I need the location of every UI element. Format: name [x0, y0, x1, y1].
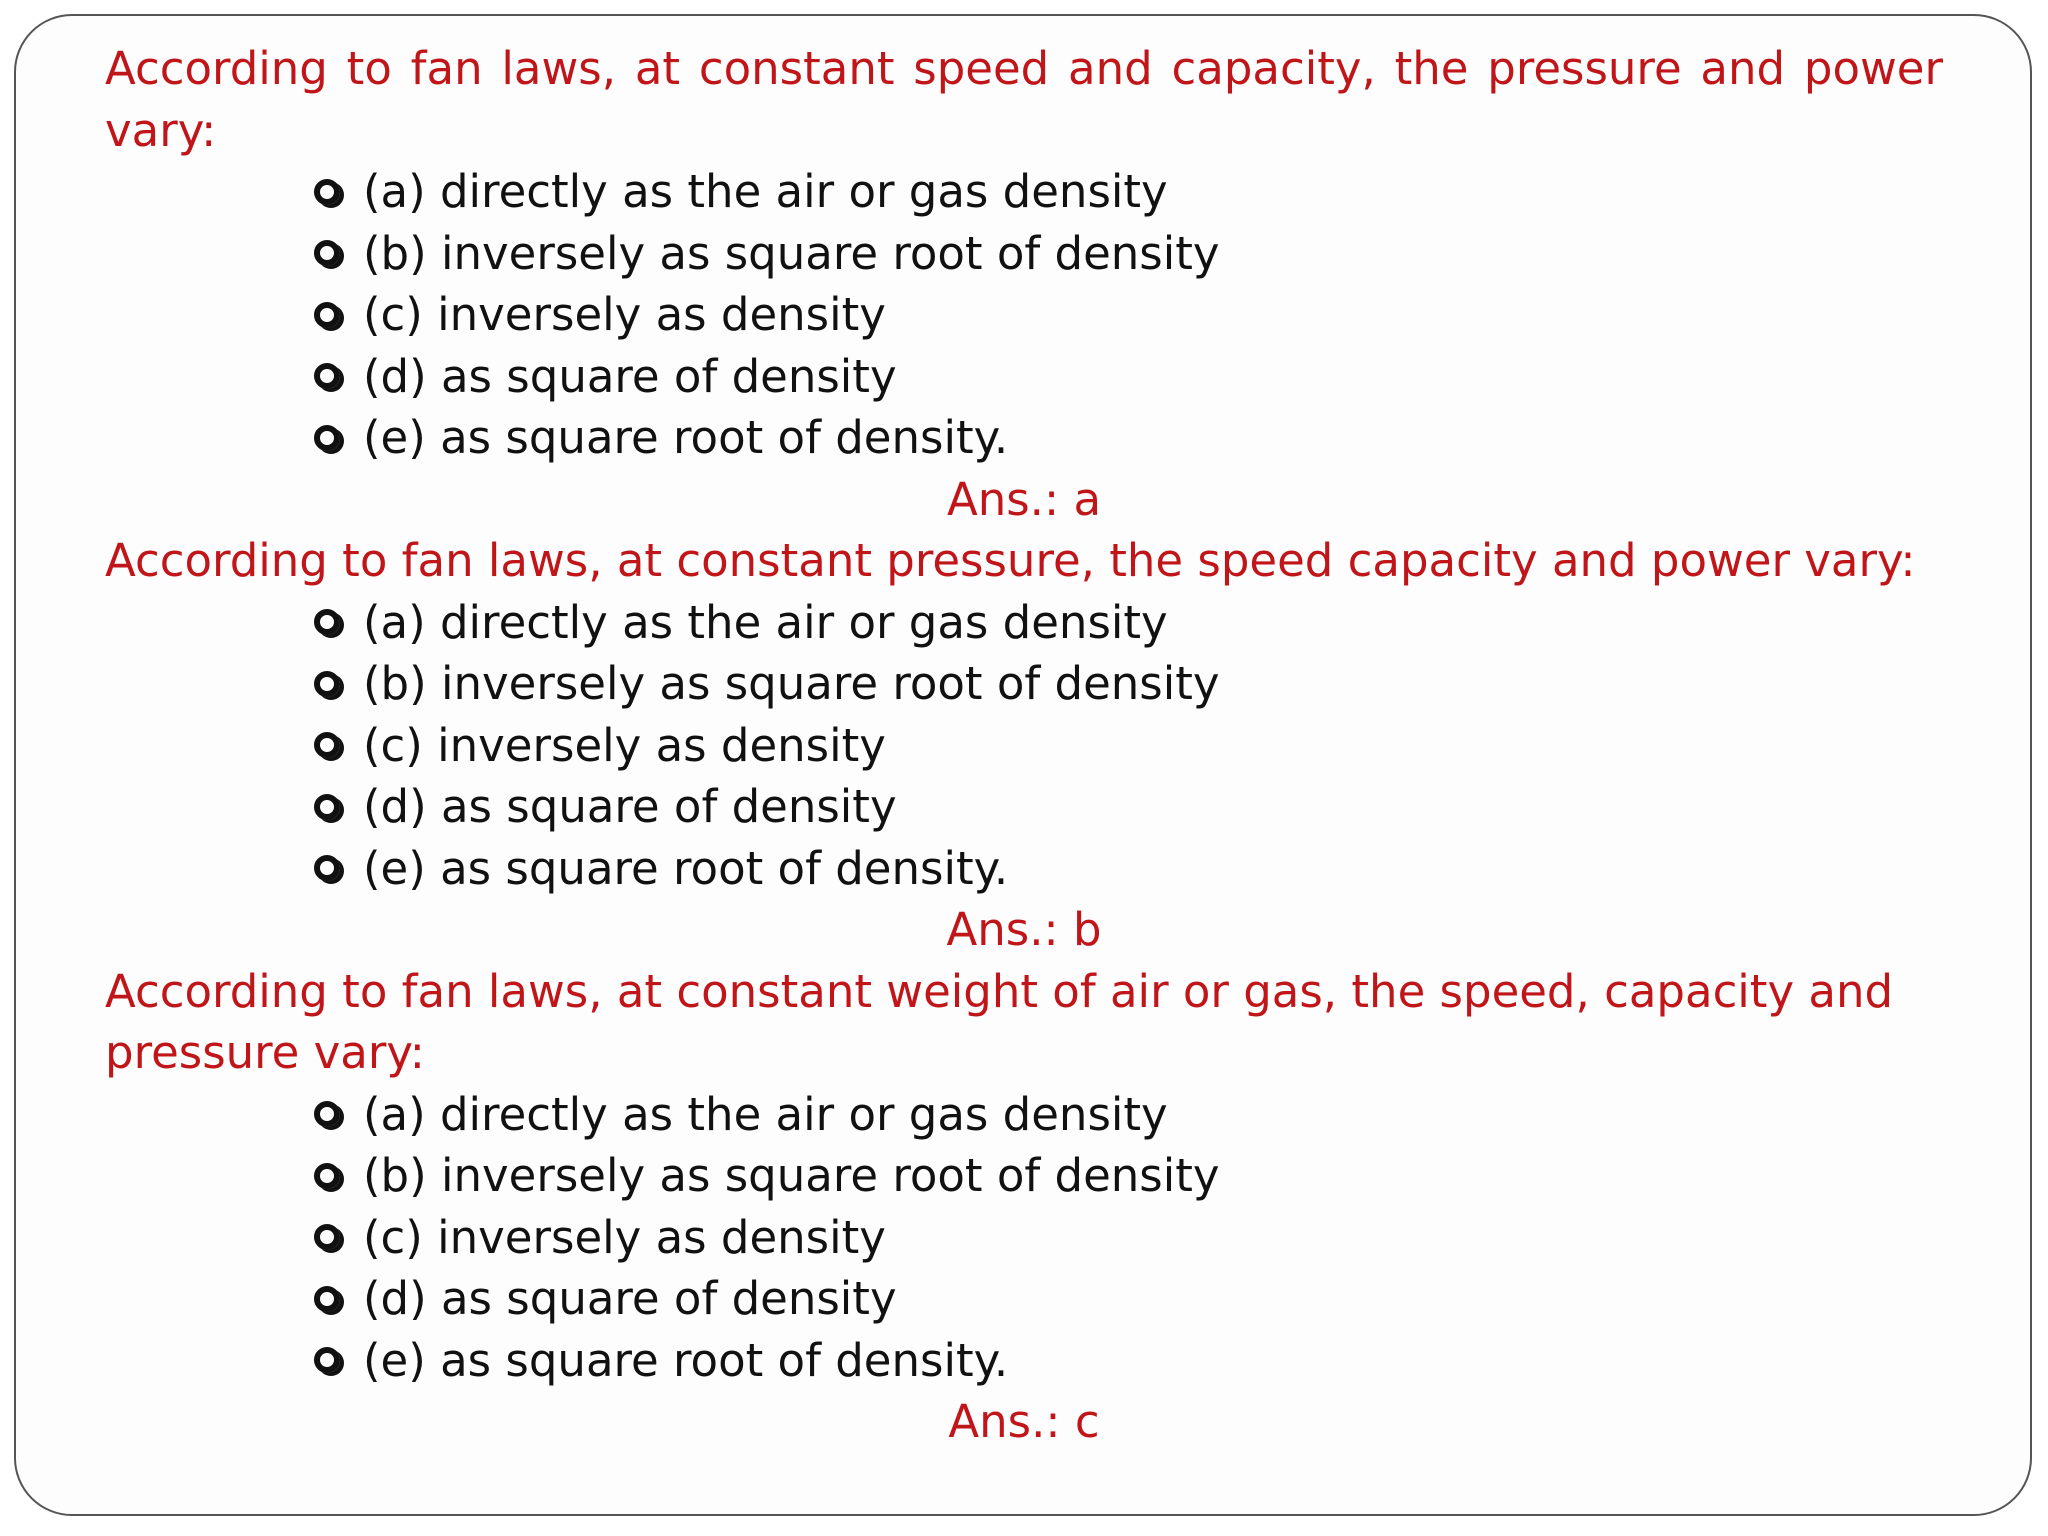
option-item-c — [312, 1207, 1955, 1269]
hollow-circle-bullet-icon — [314, 1163, 340, 1189]
option-label: (c) inversely as density — [363, 288, 886, 341]
hollow-circle-bullet-icon — [314, 609, 340, 635]
option-item-c — [312, 284, 1955, 346]
option-label: (e) as square root of density. — [363, 1333, 1009, 1387]
hollow-circle-bullet-icon — [314, 794, 340, 820]
option-label: (b) inversely as square root of density — [363, 1149, 1220, 1202]
hollow-circle-bullet-icon — [314, 302, 340, 328]
answer-text: Ans.: a — [946, 472, 1102, 526]
hollow-circle-bullet-icon — [314, 732, 340, 758]
hollow-circle-bullet-icon — [314, 855, 340, 881]
option-item-e — [312, 1330, 1955, 1392]
hollow-circle-bullet-icon — [314, 1101, 340, 1127]
option-label: (d) as square of density — [363, 780, 897, 833]
option-item-d — [312, 776, 1955, 838]
option-list — [105, 1084, 1955, 1392]
hollow-circle-bullet-icon — [314, 179, 340, 205]
hollow-circle-bullet-icon — [314, 363, 340, 389]
hollow-circle-bullet-icon — [314, 425, 340, 451]
option-item-a — [312, 1084, 1955, 1146]
option-item-b — [312, 223, 1955, 285]
question-text: According to fan laws, at constant weight of air or gas, the speed, capacity and pressure vary: — [105, 964, 1894, 1079]
option-list — [105, 592, 1955, 900]
option-item-e — [312, 838, 1955, 900]
option-label: (a) directly as the air or gas density — [363, 1087, 1168, 1141]
hollow-circle-bullet-icon — [314, 1286, 340, 1312]
hollow-circle-bullet-icon — [314, 671, 340, 697]
option-item-b — [312, 1145, 1955, 1207]
option-item-e — [312, 407, 1955, 469]
option-list — [105, 161, 1955, 469]
option-label: (a) directly as the air or gas density — [363, 165, 1168, 218]
question-text: According to fan laws, at constant pressure, the speed capacity and power vary: — [105, 534, 1916, 587]
hollow-circle-bullet-icon — [314, 240, 340, 266]
hollow-circle-bullet-icon — [314, 1347, 340, 1373]
option-label: (a) directly as the air or gas density — [363, 595, 1168, 649]
option-label: (b) inversely as square root of density — [363, 226, 1220, 280]
option-label: (c) inversely as density — [363, 1210, 886, 1264]
question-block-3 — [105, 961, 1955, 1453]
question-block-2 — [105, 530, 1955, 961]
slide-content — [105, 38, 1955, 1453]
answer-text: Ans.: b — [946, 903, 1102, 956]
hollow-circle-bullet-icon — [314, 1224, 340, 1250]
option-item-c — [312, 715, 1955, 777]
question-block-1 — [105, 38, 1955, 530]
option-item-d — [312, 346, 1955, 408]
option-label: (d) as square of density — [363, 1272, 897, 1325]
option-item-b — [312, 653, 1955, 715]
answer-text: Ans.: c — [948, 1395, 1100, 1448]
option-label: (b) inversely as square root of density — [363, 657, 1220, 710]
option-item-a — [312, 161, 1955, 223]
option-label: (d) as square of density — [363, 349, 897, 403]
option-item-a — [312, 592, 1955, 654]
question-text: According to fan laws, at constant speed and capacity, the pressure and power vary: — [105, 42, 1943, 157]
option-label: (e) as square root of density. — [363, 411, 1009, 464]
option-label: (e) as square root of density. — [363, 841, 1009, 895]
option-label: (c) inversely as density — [363, 718, 886, 772]
option-item-d — [312, 1268, 1955, 1330]
